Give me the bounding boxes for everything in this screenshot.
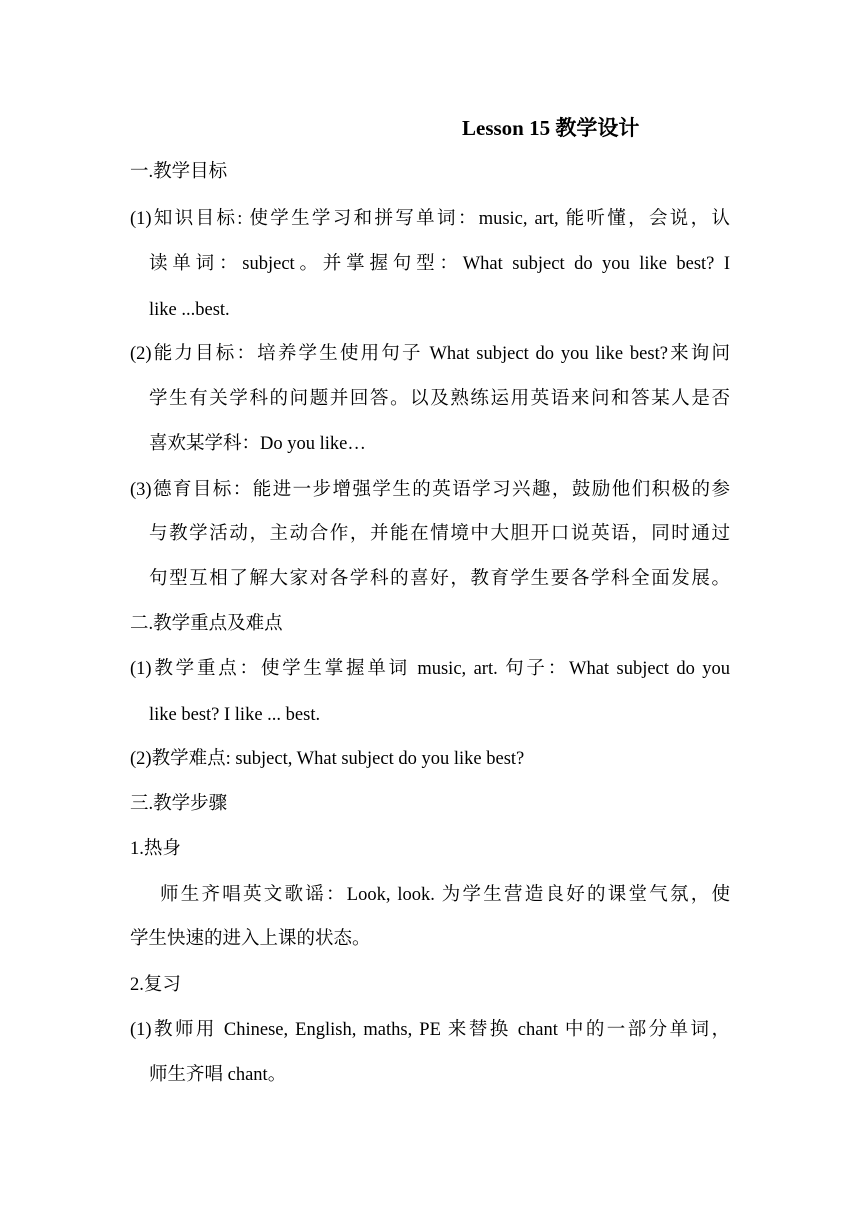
paragraph-line: like best? I like ... best.	[149, 705, 321, 725]
paragraph-line: (2)能力目标：培养学生使用句子 What subject do you like best?来询问	[130, 344, 730, 364]
paragraph-line: 学生快速的进入上课的状态。	[130, 929, 371, 949]
section-heading-key-points: 二.教学重点及难点	[130, 614, 283, 634]
paragraph-line: (1)知识目标: 使学生学习和拼写单词：music, art, 能听懂，会说，认	[130, 209, 730, 229]
paragraph-line: 师生齐唱英文歌谣：Look, look. 为学生营造良好的课堂气氛，使	[160, 885, 730, 905]
paragraph-line: 师生齐唱 chant。	[149, 1065, 287, 1085]
subheading-review: 2.复习	[130, 975, 181, 995]
paragraph-line: (3)德育目标：能进一步增强学生的英语学习兴趣，鼓励他们积极的参	[130, 480, 730, 500]
paragraph-line: (1)教师用 Chinese, English, maths, PE 来替换 chant 中的一部分单词，	[130, 1020, 730, 1040]
section-heading-objectives: 一.教学目标	[130, 162, 228, 182]
paragraph-line: like ...best.	[149, 300, 230, 320]
paragraph-line: 学生有关学科的问题并回答。以及熟练运用英语来问和答某人是否	[149, 389, 730, 409]
paragraph-line: 与教学活动，主动合作，并能在情境中大胆开口说英语，同时通过	[149, 524, 730, 544]
section-heading-steps: 三.教学步骤	[130, 794, 228, 814]
paragraph-line: (2)教学难点: subject, What subject do you like best?	[130, 749, 525, 769]
subheading-warmup: 1.热身	[130, 839, 181, 859]
paragraph-line: 读单词：subject。并掌握句型：What subject do you like best? I	[149, 254, 730, 274]
paragraph-line: 句型互相了解大家对各学科的喜好，教育学生要各学科全面发展。	[149, 569, 730, 589]
paragraph-line: (1)教学重点：使学生掌握单词 music, art. 句子：What subject do you	[130, 659, 730, 679]
document-title: Lesson 15 教学设计	[462, 116, 640, 140]
paragraph-line: 喜欢某学科：Do you like…	[149, 434, 366, 454]
